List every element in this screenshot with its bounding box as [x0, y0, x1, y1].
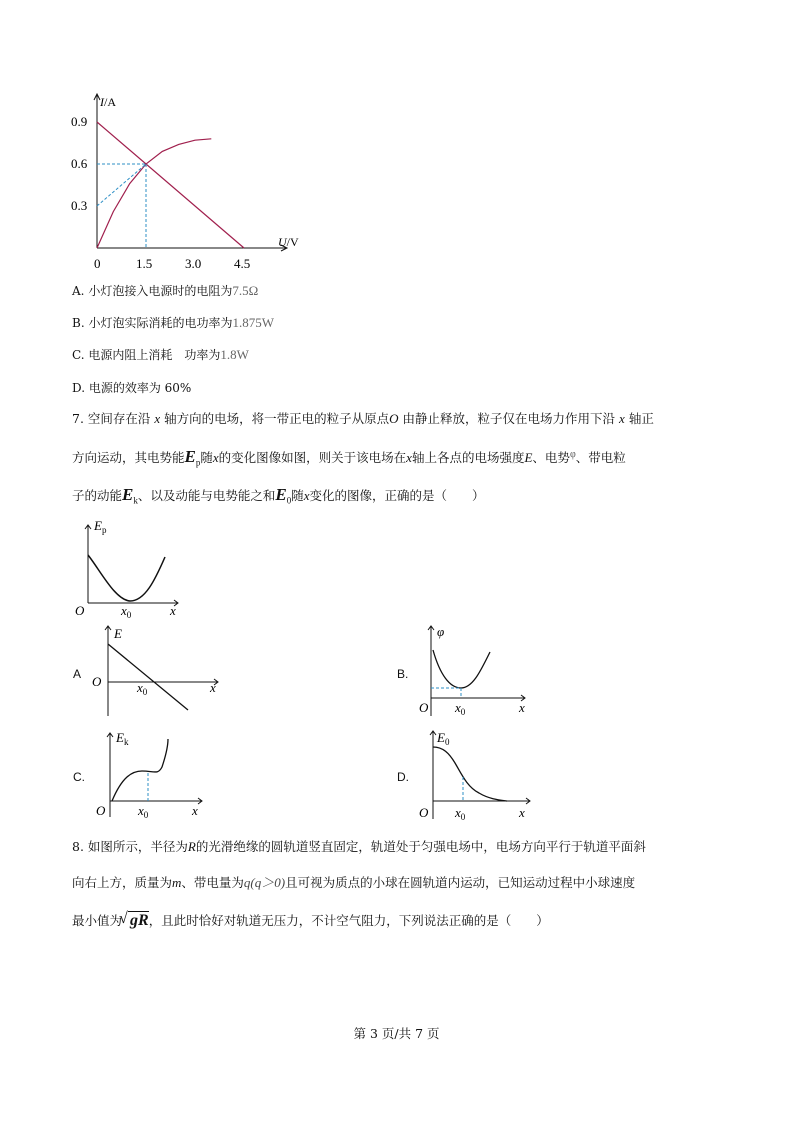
svg-text:x: x — [192, 803, 198, 818]
svg-text:O: O — [419, 805, 429, 820]
series-source-line — [97, 122, 244, 248]
q6-option-d: D. 电源的效率为 60% — [72, 381, 192, 395]
svg-text:O: O — [96, 803, 106, 818]
svg-text:x: x — [519, 700, 525, 715]
ep-origin: O — [75, 603, 85, 618]
svg-text:Ek: $E_k$ — [116, 730, 129, 747]
svg-text:φ: φ — [437, 624, 445, 639]
q7-option-b-graph — [415, 620, 535, 720]
y-tick-label: 0.9 — [71, 114, 88, 129]
svg-text:E: E — [114, 626, 122, 641]
svg-text:x0: $x_0$ — [455, 700, 466, 717]
x-tick-label: 3.0 — [185, 256, 202, 271]
svg-text:x0: $x_0$ — [137, 680, 148, 697]
q7-ep-graph — [70, 515, 190, 620]
q7-option-c-graph — [92, 727, 212, 827]
q8-line-2: 向右上方，质量为m、带电量为q(q＞0)且可视为质点的小球在圆轨道内运动，已知运动过程中小球速度 — [72, 875, 636, 890]
ep-curve — [88, 555, 165, 601]
y-axis-label: I/A — [100, 95, 116, 109]
q7-option-c-letter: C. — [73, 770, 85, 784]
ep-y-label: $E_p$ — [94, 518, 107, 535]
e-line — [108, 644, 188, 710]
series-tangent-dashed — [97, 164, 146, 206]
q7-line-1: 7. 空间存在沿 x 轴方向的电场，将一带正电的粒子从原点O 由静止释放，粒子仅在电场力作用下沿 x 轴正 — [72, 411, 654, 426]
svg-text:O: O — [92, 674, 102, 689]
svg-text:x: x — [210, 680, 216, 695]
e0-curve — [433, 747, 507, 801]
q7-option-d-graph — [415, 727, 540, 827]
q7-option-a-graph — [88, 620, 228, 720]
q6-option-c: C. 电源内阻上消耗 功率为1.8W — [72, 347, 249, 362]
x-axis-label: U/V — [278, 235, 299, 249]
series-bulb-curve — [97, 139, 211, 248]
q8-line-3: 最小值为 √ gR，且此时恰好对轨道无压力，不计空气阻力，下列说法正确的是（ ） — [72, 910, 549, 929]
phi-curve — [433, 650, 490, 688]
svg-text:x: x — [519, 805, 525, 820]
svg-text:x0: $x_0$ — [138, 803, 149, 820]
q7-option-a-letter: A — [73, 667, 82, 681]
q6-option-b: B. 小灯泡实际消耗的电功率为1.875W — [72, 315, 275, 330]
ui-chart — [60, 88, 320, 278]
ep-x0-label: $x_0$ — [121, 603, 132, 620]
q7-line-3: 子的动能$E_k$、以及动能与电势能之和$E_0$随x变化的图像，正确的是（ ） — [72, 485, 485, 506]
x-tick-label: 1.5 — [136, 256, 153, 271]
x-tick-label: 4.5 — [234, 256, 251, 271]
x-tick-label: 0 — [94, 256, 101, 271]
page-footer: 第 3 页/共 7 页 — [353, 1026, 440, 1041]
q8-line-1: 8. 如图所示，半径为R的光滑绝缘的圆轨道竖直固定，轨道处于匀强电场中，电场方向平行于轨道平面斜 — [72, 839, 646, 854]
q7-option-d-letter: D. — [397, 770, 409, 784]
q6-option-a: A. 小灯泡接入电源时的电阻为7.5Ω — [72, 283, 259, 298]
y-tick-label: 0.6 — [71, 156, 88, 171]
svg-text:O: O — [419, 700, 429, 715]
y-tick-label: 0.3 — [71, 198, 88, 213]
ek-curve — [112, 739, 168, 801]
q7-option-b-letter: B. — [397, 667, 409, 681]
ep-x-label: x — [170, 603, 176, 618]
svg-text:E0: $E_0$ — [437, 730, 450, 747]
q7-line-2: 方向运动，其电势能$E_p$随x的变化图像如图，则关于该电场在x轴上各点的电场强度E、电势$^\varphi$、带电粒 — [72, 447, 626, 468]
svg-text:x0: $x_0$ — [455, 805, 466, 822]
